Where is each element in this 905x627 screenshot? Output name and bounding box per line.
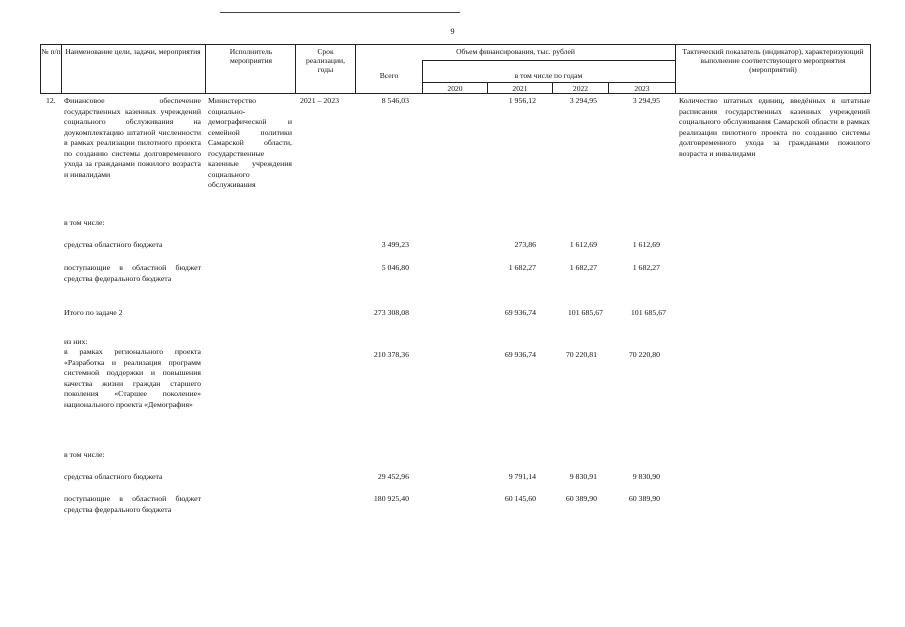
row-regional-budget-total: 3 499,23	[381, 240, 409, 249]
row-regional-project-2023: 70 220,80	[628, 350, 660, 359]
header-term: Срок реализации, годы	[305, 47, 345, 74]
row-task2-total-total: 273 308,08	[373, 308, 409, 317]
row-federal-budget-2-2021: 60 145,60	[504, 494, 536, 503]
row-task2-total-name: Итого по задаче 2	[64, 308, 123, 317]
row-including-label: в том числе:	[64, 218, 105, 227]
header-name: Наименование цели, задачи, мероприятия	[65, 47, 201, 56]
header-executor: Исполнитель мероприятия	[229, 47, 273, 65]
row-of-which-label: из них:	[64, 337, 88, 346]
header-indicator: Тактический показатель (индикатор), характеризующий выполнение соответствующего мероприятия (мероприятий)	[682, 47, 864, 74]
row-12-2022: 3 294,95	[569, 96, 597, 105]
header-year-2022: 2022	[572, 84, 589, 93]
row-regional-project-2022: 70 220,81	[565, 350, 597, 359]
top-rule	[220, 12, 460, 13]
header-num: № п/п	[41, 47, 61, 56]
header-total: Всего	[379, 71, 399, 80]
row-regional-budget-2-total: 29 452,96	[377, 472, 409, 481]
header-year-2023: 2023	[634, 84, 650, 93]
row-12-total: 8 546,03	[381, 96, 409, 105]
row-federal-budget-2022: 1 682,27	[569, 263, 597, 272]
row-federal-budget-2-total: 180 925,40	[373, 494, 409, 503]
row-12-indicator: Количество штатных единиц, введённых в штатные расписания государственных казенных учреждений социального обслуживания Самарской области в рамках реализации пилотного проекта по созданию системы долговременного ухода за гражданами пожилого возраста и инвалидами	[679, 96, 870, 158]
row-regional-budget-2-name: средства областного бюджета	[64, 472, 163, 481]
row-regional-budget-2-2023: 9 830,90	[632, 472, 660, 481]
row-12-num: 12.	[46, 96, 56, 105]
row-12-term: 2021 – 2023	[300, 96, 339, 105]
row-regional-project-name: в рамках регионального проекта «Разработка и реализация программ системной поддержки и повышения качества жизни граждан старшего поколения «Старшее поколение» национального проекта «Демография»	[64, 347, 201, 409]
row-regional-budget-2023: 1 612,69	[632, 240, 660, 249]
row-federal-budget-2021: 1 682,27	[508, 263, 536, 272]
row-regional-budget-2-2021: 9 791,14	[508, 472, 536, 481]
row-12-name: Финансовое обеспечение государственных казенных учреждений социального обслуживания на доукомплектацию штатной численности в рамках реализации пилотного проекта по созданию системы долговременного ухода за гражданами пожилого возраста и инвалидами	[64, 96, 201, 179]
row-regional-budget-2022: 1 612,69	[569, 240, 597, 249]
row-12-executor: Министерство социально-демографической и семейной политики Самарской области, государственные казенные учреждения социального обслуживания	[208, 96, 292, 189]
row-regional-project-total: 210 378,36	[373, 350, 409, 359]
row-federal-budget-2-2022: 60 389,90	[565, 494, 597, 503]
row-12-2023: 3 294,95	[632, 96, 660, 105]
row-federal-budget-name: поступающие в областной бюджет средства федерального бюджета	[64, 263, 201, 283]
row-regional-budget-name: средства областного бюджета	[64, 240, 163, 249]
row-including-label-2: в том числе:	[64, 450, 105, 459]
row-task2-total-2022: 101 685,67	[567, 308, 603, 317]
row-federal-budget-total: 5 046,80	[381, 263, 409, 272]
row-task2-total-2023: 101 685,67	[630, 308, 666, 317]
row-task2-total-2021: 69 936,74	[504, 308, 536, 317]
row-regional-budget-2021: 273,86	[514, 240, 536, 249]
row-federal-budget-2-2023: 60 389,90	[628, 494, 660, 503]
page-number: 9	[450, 27, 455, 36]
header-including-years: в том числе по годам	[514, 71, 583, 80]
header-volume: Объем финансирования, тыс. рублей	[456, 47, 575, 56]
row-federal-budget-2023: 1 682,27	[632, 263, 660, 272]
row-12-2021: 1 956,12	[508, 96, 536, 105]
row-federal-budget-2-name: поступающие в областной бюджет средства федерального бюджета	[64, 494, 201, 514]
header-year-2021: 2021	[512, 84, 528, 93]
header-year-2020: 2020	[447, 84, 463, 93]
row-regional-budget-2-2022: 9 830,91	[569, 472, 597, 481]
row-regional-project-2021: 69 936,74	[504, 350, 536, 359]
